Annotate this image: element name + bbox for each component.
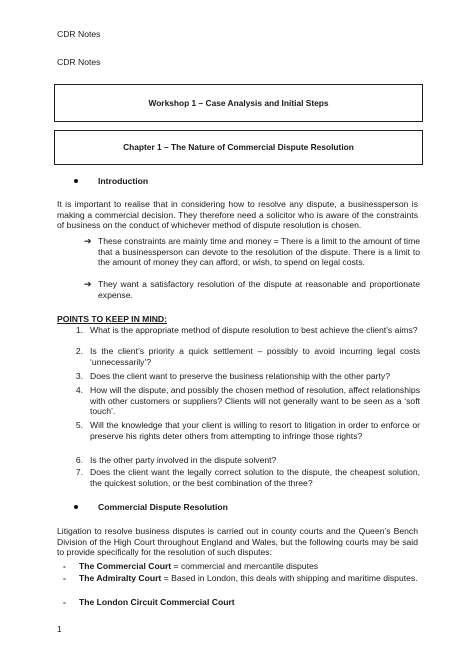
arrow-right-icon: ➔: [84, 279, 92, 289]
arrow-item-text: They want a satisfactory resolution of the dispute at reasonable and proportionate expense.: [98, 279, 420, 300]
workshop-title-box: [54, 84, 423, 122]
bullet-icon: [74, 505, 78, 509]
numbered-item: [57, 467, 420, 488]
numbered-item: [57, 455, 420, 466]
arrow-list-item: [84, 279, 420, 300]
numbered-item: [57, 346, 420, 367]
item-number: 7.: [75, 467, 83, 477]
item-number: 2.: [75, 346, 83, 356]
item-text: Is the other party involved in the dispute solvent?: [90, 455, 277, 465]
introduction-paragraph: It is important to realise that in considering how to resolve any dispute, a businessperson is making a commercial decision. They therefore need a solicitor who is aware of the constraints of business on the conduct of whichever method of dispute resolution is chosen.: [57, 199, 418, 231]
item-text: Does the client want the legally correct solution to the dispute, the cheapest solution, the quickest solution, or the best combination of the three?: [90, 467, 420, 488]
court-name: The Commercial Court: [79, 561, 172, 571]
introduction-heading: [74, 176, 148, 187]
chapter-title: Chapter 1 – The Nature of Commercial Dispute Resolution: [123, 142, 354, 153]
item-text: Is the client’s priority a quick settlement – possibly to avoid incurring legal costs ‘unnecessarily’?: [90, 346, 420, 367]
arrow-list-item: [84, 236, 420, 268]
commercial-heading-text: Commercial Dispute Resolution: [98, 502, 228, 512]
dash-marker: -: [63, 573, 66, 583]
item-number: 6.: [75, 455, 83, 465]
commercial-heading: [74, 502, 228, 513]
header-line-2: CDR Notes: [57, 57, 101, 67]
court-list-item: [57, 597, 420, 608]
points-title: POINTS TO KEEP IN MIND:: [57, 314, 167, 324]
arrow-right-icon: ➔: [84, 236, 92, 246]
item-number: 1.: [75, 325, 83, 335]
court-description: = commercial and mercantile disputes: [171, 561, 319, 571]
item-text: Will the knowledge that your client is willing to resort to litigation in order to enforce or preserve his rights deter others from attempting to infringe those rights?: [90, 420, 420, 441]
numbered-item: [57, 371, 420, 382]
bullet-icon: [74, 179, 78, 183]
item-text: Does the client want to preserve the business relationship with the other party?: [90, 371, 390, 381]
arrow-item-text: These constraints are mainly time and money = There is a limit to the amount of time that a businessperson can devote to the resolution of the dispute. There is a limit to the amount of money they can afford, or wish, to spend on legal costs.: [98, 236, 421, 268]
page-number: 1: [57, 624, 62, 634]
item-text: What is the appropriate method of dispute resolution to best achieve the client’s aims?: [90, 325, 418, 335]
numbered-item: [57, 420, 420, 441]
introduction-heading-text: Introduction: [98, 176, 149, 186]
numbered-item: [57, 385, 420, 417]
dash-marker: -: [63, 561, 66, 571]
header-line-1: CDR Notes: [57, 29, 101, 39]
workshop-title: Workshop 1 – Case Analysis and Initial Steps: [148, 97, 329, 108]
court-description: = Based in London, this deals with shipping and maritime disputes.: [161, 573, 418, 583]
dash-marker: -: [63, 597, 66, 607]
commercial-paragraph: Litigation to resolve business disputes is carried out in county courts and the Queen’s Bench Division of the High Court throughout England and Wales, but the following courts may be said to provide specifically for the resolution of such disputes:: [57, 526, 418, 558]
court-list-item: [57, 561, 420, 572]
item-number: 3.: [75, 371, 83, 381]
court-name: The London Circuit Commercial Court: [79, 597, 235, 607]
chapter-title-box: [54, 130, 423, 165]
item-number: 5.: [75, 420, 83, 430]
item-text: How will the dispute, and possibly the chosen method of resolution, affect relationships with other customers or suppliers? Clients will not generally want to be seen as a ‘soft touch’.: [90, 385, 420, 417]
item-number: 4.: [75, 385, 83, 395]
numbered-item: [57, 325, 420, 336]
court-list-item: [57, 573, 420, 584]
court-name: The Admiralty Court: [79, 573, 162, 583]
